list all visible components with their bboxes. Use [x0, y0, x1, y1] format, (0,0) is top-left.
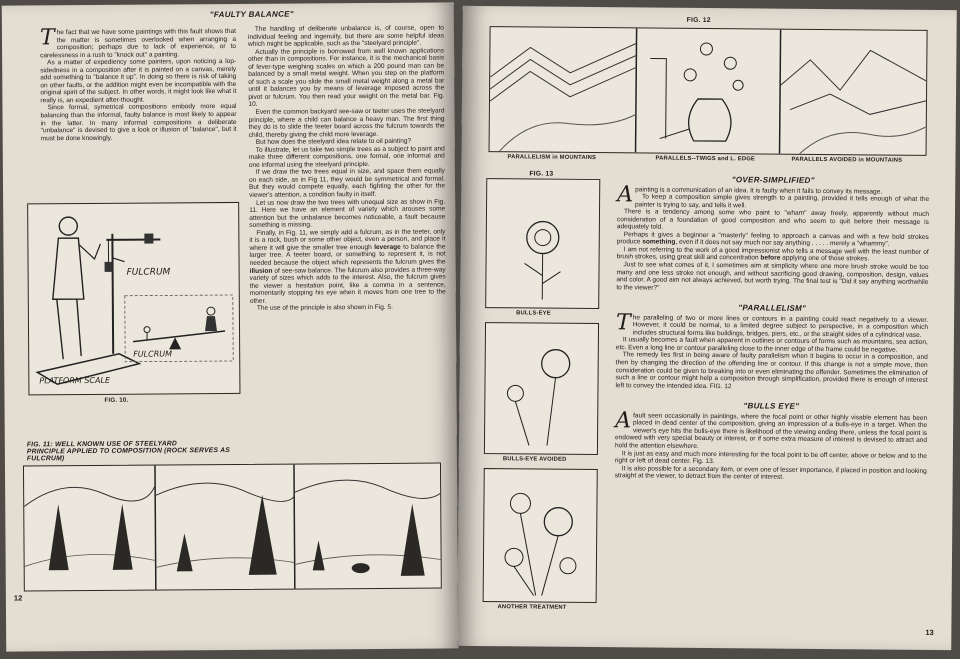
paragraph: It usually becomes a fault when apparent in outlines or contours of forms such as mountains, sea action, etc. Even a long line or contour paralleling close to the inner edge of the frame could be negative. — [615, 336, 928, 354]
fig-12-caption-2: PARALLELS--TWIGS and L. EDGE — [655, 155, 756, 163]
another-treatment-flowers — [484, 469, 597, 602]
text-run: of see-saw balance. The fulcrum also provides a three-way variety of sizes which adds to the interest. Also, the fulcrum gives the viewer a hesitation point, like a comma in a sentence, momentarily stopping his eye when it moves from one tree to the other. — [249, 265, 446, 305]
parallelism-heading: "PARALLELISM" — [738, 303, 807, 314]
paragraph: To illustrate, let us take two simple trees as a subject to paint and make three different compositions, one formal, one informal and one informal using the steelyard principle. — [248, 145, 445, 169]
bulls-eye-heading: "BULLS EYE" — [743, 401, 800, 412]
figure-13-bulls-eye — [485, 178, 600, 309]
text-run: Perhaps it gives a beginner a "masterly" feeling to approach a canvas and with a few bold strokes produce — [616, 231, 929, 246]
dropcap-a: A — [617, 181, 634, 207]
steelyard-illustration — [28, 203, 239, 394]
left-column-1 — [39, 25, 237, 143]
paragraph: fault seen occasionally in paintings, where the focal point or other highly visable element has been placed in dead center of the composition, giving an impression of a bulls-eye in a target. When the viewer's eye hits the bulls-eye there is likelihood of the viewing ending there, unless the focal point is endowed with very special beauty or interest, or if some extra measure of interest is devised to attract and hold the attention elsewhere. — [614, 412, 928, 450]
right-text-column — [615, 175, 930, 482]
dropcap-t: T — [39, 25, 55, 51]
figure-11-trees — [23, 463, 442, 592]
fig-13-label: FIG. 13 — [529, 170, 554, 178]
text-run: I am not referring to the work of a good impressionist who tells a message well with the least number of brush strokes, using great skill and concentration — [616, 246, 929, 262]
platform-scale-label: PLATFORM SCALE — [39, 375, 111, 386]
left-page — [2, 2, 458, 651]
right-page — [457, 6, 957, 650]
paragraph: If we draw the two trees equal in size, and space them equally on each side, as in Fig 11, they would be symmetrical and formal. But they would compete equally, each fighting the other for the viewer's attention, a condition faulty in itself. — [248, 167, 446, 199]
text-run: applying one of those strokes. — [780, 255, 870, 263]
parallelism-panels — [490, 27, 927, 155]
paragraph: Since formal, symetrical compositions embody more equal balancing than the informal, faulty balance is most likely to appear in the latter. In many informal compositions a deliberate "unbalance" is devised to give a look or illusion of "balance", but it must be done knowingly. — [40, 103, 237, 142]
bulls-eye-avoided-flowers — [485, 323, 598, 454]
page-number-right: 13 — [925, 627, 934, 637]
figure-13-bulls-eye-avoided — [484, 322, 599, 455]
left-column-2 — [248, 24, 446, 312]
trees-panels — [24, 464, 441, 591]
text-run: to balance the larger tree. A teeter board, or something to represent it, is not needed because the object which represents the fulcrum gives the — [249, 243, 446, 267]
paragraph: As a matter of expediency some painters, upon noticing a lop-sidedness in a composition after it is painted on a canvas, merely add something to "balance it up". In doing so there is risk of taking on other faults, or the addition might even be incompatible with the original spirit of the subject. In other words, it might look like what it really is, an expedient after-thought. — [40, 58, 237, 105]
fig-13-caption-1: BULLS-EYE — [516, 310, 551, 317]
figure-10-steelyard — [27, 202, 240, 395]
paragraph: Even the common backyard see-saw or teeter uses the steelyard principle, where a child can balance a heavy man. The first thing they do is to slide the teeter board across the fulcrum towards the child, thereby giving the child more leverage. — [248, 107, 445, 139]
paragraph: The remedy lies first in being aware of faulty parallelism when it begins to occur in a composition, and then by changing the direction of the offending line or contour. If this change is not a simple move, then consideration could be given to breaking into or even eliminating the offender. Sometimes the elimination of such a line or contour might help a composition through simplification, provided there is enough of interest left to convey the intended idea. FIG. 12 — [615, 351, 928, 390]
dropcap-a: A — [615, 407, 632, 434]
paragraph: Let us now draw the two trees with unequal size as show in Fig. 11. Here we have an element of variety which arouses some attention but the unbalance becomes noticeable, a fault because something is missing. — [249, 198, 446, 230]
fulcrum-label-1: FULCRUM — [126, 267, 171, 278]
faulty-balance-heading: "FAULTY BALANCE" — [209, 9, 294, 20]
paragraph: It is also possible for a secondary item, or even one of lesser importance, if placed in position and looking straight at the viewer, to detract from the center of interest. — [614, 464, 927, 481]
fig-13-caption-2: BULLS-EYE AVOIDED — [502, 456, 567, 463]
fig-12-caption-1: PARALLELISM in MOUNTAINS — [507, 154, 597, 162]
figure-12-parallelism — [489, 26, 928, 156]
bold-something: something — [642, 238, 676, 247]
page-number-left: 12 — [13, 593, 23, 603]
fig-10-caption: FIG. 10. — [104, 396, 129, 404]
figure-13-another-treatment — [483, 468, 598, 603]
bold-illusion: illusion — [249, 267, 273, 275]
over-simplified-heading: "OVER-SIMPLIFIED" — [731, 175, 815, 185]
fig-11-caption — [27, 440, 257, 463]
text-run: , even if it does not say much nor say anything . . . . . merely a "whammy". — [675, 239, 890, 248]
paragraph: he fact that we have some paintings with this fault shows that the matter is sometimes overlooked when arranging a composition; perhaps due to lack of experience, or to carelessness in a rush to "knock out" a painting. — [40, 27, 237, 59]
caption-line: PRINCIPLE APPLIED TO COMPOSITION (ROCK SERVES AS FULCRUM) — [26, 447, 230, 463]
paragraph: It is just as easy and much more interesting for the focal point to be off center, above or below and to the right or left of dead center. Fig. 13. — [614, 449, 927, 466]
paragraph — [249, 228, 446, 305]
caption-line: FIG. 11: WELL KNOWN USE OF STEELYARD — [26, 440, 178, 449]
paragraph: Actually the principle is borrowed from well known applications other than in compositions. For instance, it is the mechanical basis of lever-type weighing scales on which a 200 pound man can be balanced by a small metal weight. When you step on the platform of such a scale you slide the small metal weight along a metal bar until it balances you by means of leverage imposed across the pivot or fulcrum. You then read your weight on the metal bar. Fig. 10. — [248, 47, 445, 109]
fig-12-label: FIG. 12 — [686, 16, 711, 25]
fig-13-caption-3: ANOTHER TREATMENT — [497, 604, 567, 611]
paragraph: There is a tendency among some who paint to "wham" away freely, apparently without much consideration of a foundation of good composition and who seem to quit before their message is adequately told. — [616, 208, 930, 231]
paragraph: The handling of deliberate unbalance is, of course, open to individual feeling and ingenuity, but there are some helpful ideas which might be applicable, such as the "steelyard principle". — [247, 24, 444, 48]
paragraph: The use of the principle is also shown in Fig. 5. — [256, 304, 394, 313]
paragraph: To keep a composition simple gives strength to a painting, provided it tells enough of what the painter is trying to say, and tells it well. — [634, 193, 930, 209]
fig-12-caption-3: PARALLELS AVOIDED in MOUNTAINS — [791, 156, 903, 164]
paragraph: painting is a communication of an idea. It is faulty when it fails to convey its message. — [635, 185, 883, 196]
paragraph: Just to see what comes of it, I sometimes aim at simplicity where one more brush stroke would be too many and one less stroke not enough, and without sacrificing good drawing, composition, design, values and color. A good aim not always achieved, but worth trying. The final test is "Did it say anything worthwhile to the viewer?" — [616, 261, 929, 292]
dropcap-t: T — [615, 309, 631, 336]
paragraph: he paralleling of two or more lines or contours in a painting could react negatively to a viewer. However, it could be normal, to a limited degree subject to perspective, in a composition which includes structural forms like buildings, bridges, piers, etc., or the straight sides of a cylindrical vase. — [632, 314, 929, 339]
fulcrum-label-2: FULCRUM — [133, 349, 173, 359]
text-run: Finally, in Fig. 11, we simply add a fulcrum, as in the teeter, only it is a rock, bush or some other object, even a person, and place it where it will give the smaller tree enough — [249, 228, 446, 252]
paragraph: But how does the steelyard idea relate to oil painting? — [255, 137, 412, 147]
bulls-eye-flower — [486, 179, 599, 308]
bold-leverage: leverage — [374, 243, 401, 251]
bold-before: before — [760, 254, 781, 263]
